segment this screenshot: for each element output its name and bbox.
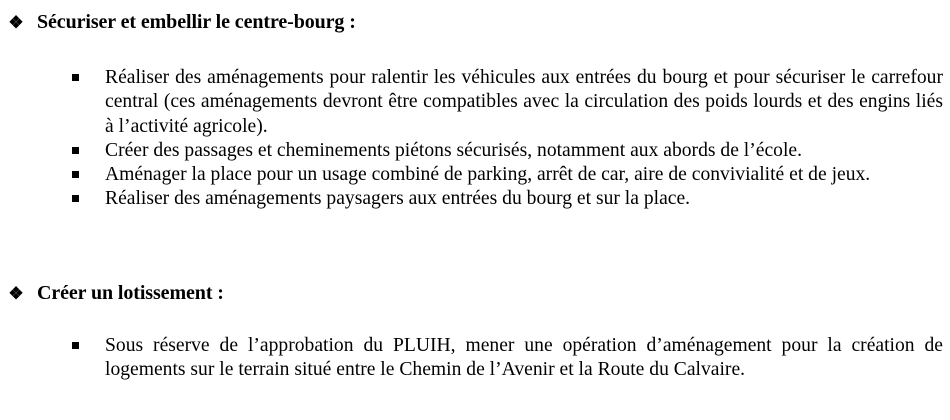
four-diamond-bullet-icon: ❖: [8, 12, 24, 32]
section-securiser-centre-bourg: [0, 8, 950, 212]
section-title: Sécuriser et embellir le centre-bourg :: [37, 10, 356, 33]
list-item-text: Réaliser des aménagements paysagers aux entrées du bourg et sur la place.: [105, 188, 691, 210]
list-item-text: Aménager la place pour un usage combiné de parking, arrêt de car, aire de convivialité et de jeux.: [105, 164, 871, 186]
section-creer-lotissement: [0, 279, 950, 383]
square-bullet-icon: [72, 74, 79, 81]
list-item: [0, 66, 950, 139]
list-item-text: Réaliser des aménagements pour ralentir les véhicules aux entrées du bourg et pour sécuriser le carrefour central (ces aménagements devront être compatibles avec la circulation des poids lourds et des engins liés à l’activité agricole).: [105, 67, 943, 137]
bullet-list: [0, 66, 950, 212]
list-item-text: Créer des passages et cheminements piétons sécurisés, notamment aux abords de l’école.: [105, 139, 802, 161]
square-bullet-icon: [72, 147, 79, 154]
section-title: Créer un lotissement :: [37, 281, 224, 304]
section-heading: [0, 8, 950, 36]
four-diamond-bullet-icon: ❖: [8, 283, 24, 303]
section-heading: [0, 279, 950, 307]
bullet-list: [0, 334, 950, 383]
square-bullet-icon: [72, 171, 79, 178]
list-item: [0, 163, 950, 187]
list-item-text: Sous réserve de l’approbation du PLUIH, mener une opération d’aménagement pour la création de logements sur le terrain situé entre le Chemin de l’Avenir et la Route du Calvaire.: [105, 335, 943, 381]
list-item: [0, 334, 950, 383]
list-item: [0, 187, 950, 211]
square-bullet-icon: [72, 342, 79, 349]
square-bullet-icon: [72, 195, 79, 202]
list-item: [0, 139, 950, 163]
